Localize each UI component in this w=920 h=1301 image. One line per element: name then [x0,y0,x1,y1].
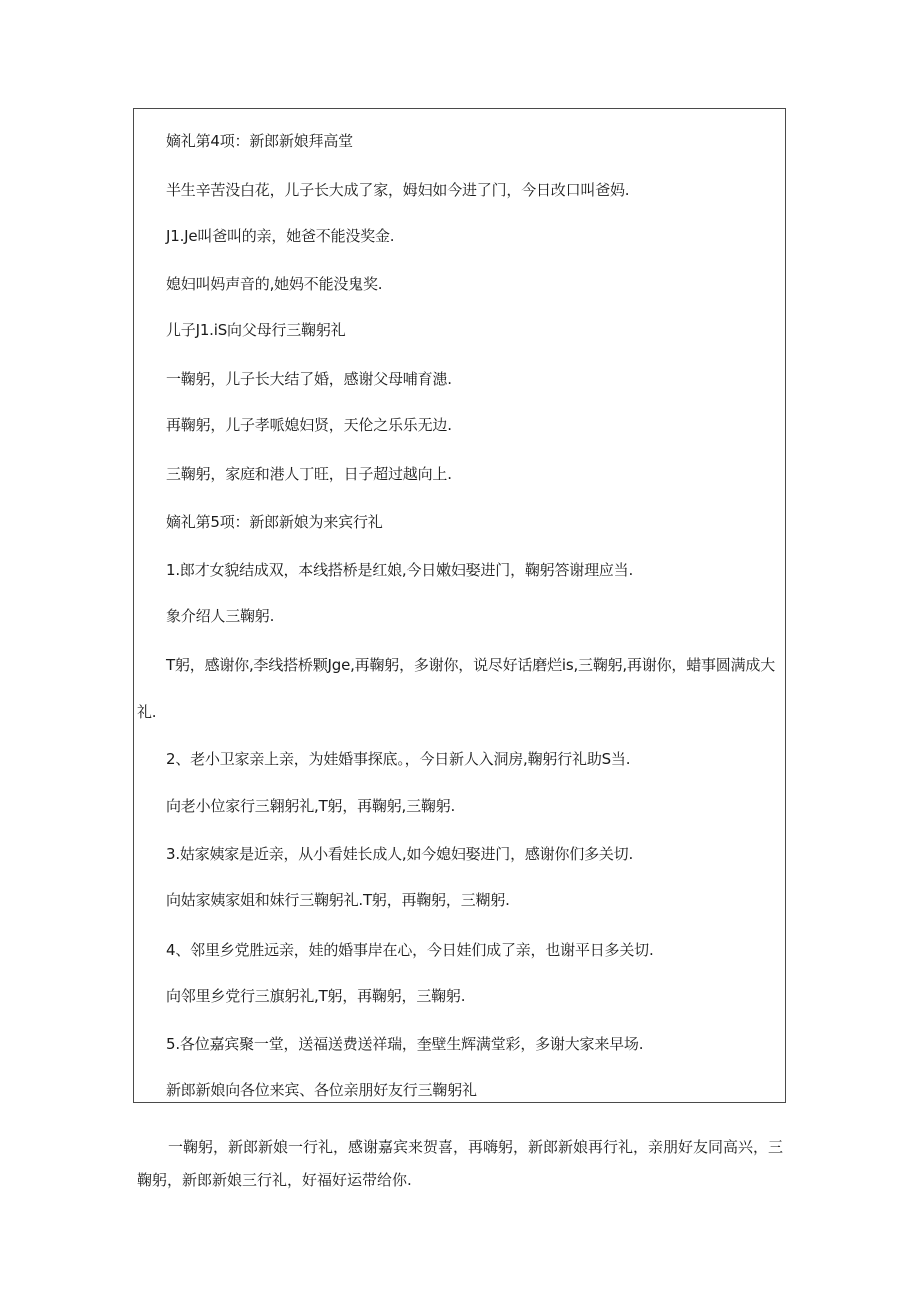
text-line: T躬，感谢你,李线搭桥颗Jge,再鞠躬，多谢你，说尽好话磨烂is,三鞠躬,再谢你，蜡事圆满成大 [166,656,775,674]
text-line: 再鞠躬，儿子孝哌媳妇贤，天伦之乐乐无边. [166,416,452,434]
text-line: 向老小位家行三翱躬礼,T躬，再鞠躬,三鞠躬. [166,797,456,815]
text-line: 半生辛苦没白花，儿子长大成了家，姆妇如今进了门，今日改口叫爸妈. [166,181,630,199]
text-line: J1.Je叫爸叫的亲，她爸不能没奖金. [166,227,395,245]
section-heading-4: 嫡礼第4项：新郎新娘拜高堂 [166,132,353,150]
text-line: 向姑家姨家姐和妹行三鞠躬礼.T躬，再鞠躬，三糊躬. [166,891,510,909]
text-line: 3.姑家姨家是近亲，从小看娃长成人,如今媳妇娶进门，感谢你们多关切. [166,845,634,863]
text-line: 新郎新娘向各位来宾、各位亲朋好友行三鞠躬礼 [166,1081,477,1099]
text-line: 象介绍人三鞠躬. [166,607,275,625]
text-line: 向邻里乡党行三旗躬礼,T躬，再鞠躬，三鞠躬. [166,987,466,1005]
text-line: 一鞠躬，儿子长大结了婚，感谢父母哺育漶. [166,370,452,388]
text-line: 儿子J1.iS向父母行三鞠躬礼 [166,321,346,339]
text-line-wrap: 礼. [137,703,157,721]
text-line: 媳妇叫妈声音的,她妈不能没鬼奖. [166,275,383,293]
closing-paragraph: 一鞠躬，新郎新娘一行礼，感谢嘉宾来贺喜，再嗨躬，新郎新娘再行礼，亲朋好友同高兴，三鞠躬，新郎新娘三行礼，好福好运带给你. [137,1138,784,1189]
section-heading-5: 嫡礼第5项：新郎新娘为来宾行礼 [166,513,383,531]
text-line: 1.郎才女貌结成双，本线搭桥是红娘,今日嫩妇娶进门，鞠躬答谢理应当. [166,561,634,579]
text-line: 5.各位嘉宾聚一堂，送福送费送祥瑞，奎壁生辉满堂彩，多谢大家来早场. [166,1035,644,1053]
text-line: 4、邻里乡党胜远亲，娃的婚事岸在心，今日娃们成了亲，也谢平日多关切. [166,941,654,959]
text-line: 2、老小卫家亲上亲，为娃婚事探底。，今日新人入洞房,鞠躬行礼助S当. [166,750,631,768]
text-line: 三鞠躬，家庭和港人丁旺，日子超过越向上. [166,465,452,483]
